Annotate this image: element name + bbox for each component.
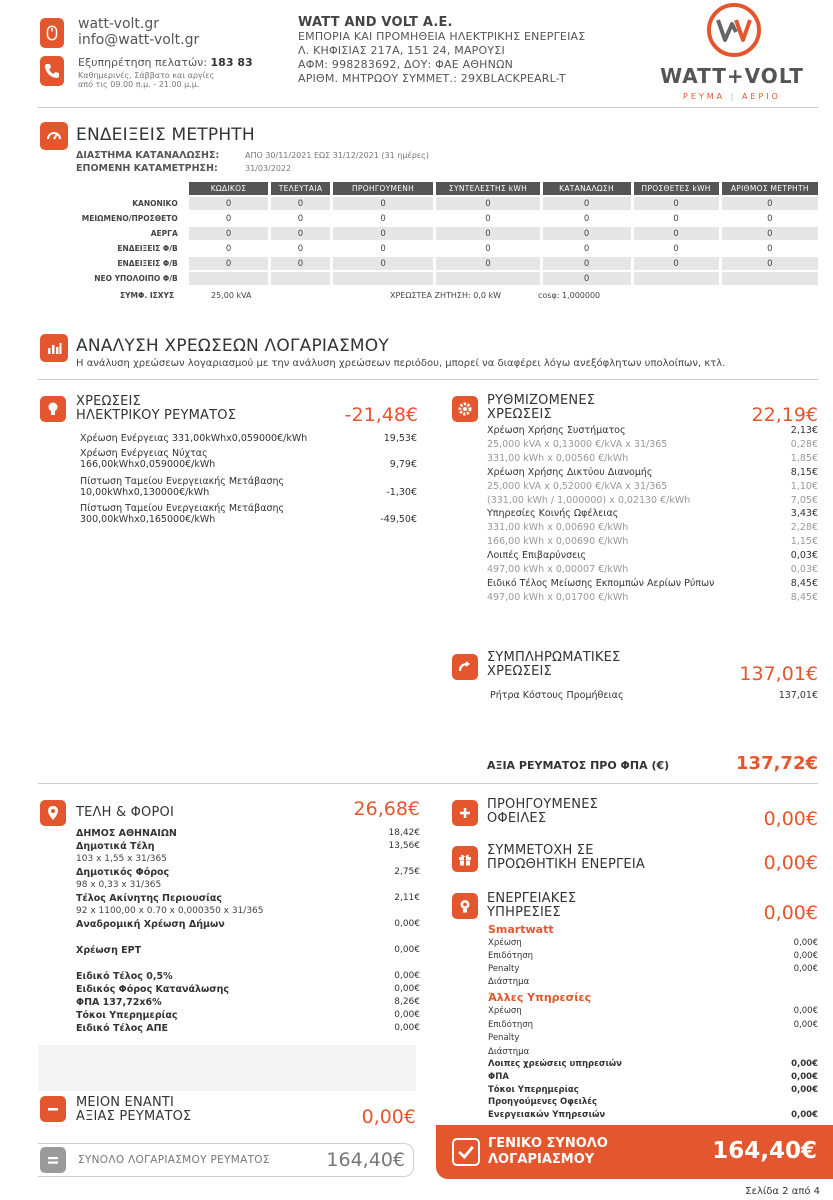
- taxes-total: 26,68€: [353, 798, 420, 820]
- contract-power-value: 25,00 kVA: [211, 291, 252, 300]
- gift-icon: [452, 846, 478, 872]
- table-row: [76, 242, 818, 255]
- electric-item-line: Πίστωση Ταμείου Ενεργειακής Μετάβασης: [80, 503, 285, 514]
- table-cell: 0: [189, 197, 269, 210]
- line-item-text: ΦΠΑ 137,72x6%: [76, 997, 162, 1008]
- table-cell: [333, 272, 434, 285]
- previous-debts-title-1: ΠΡΟΗΓΟΥΜΕΝΕΣ: [487, 797, 599, 812]
- line-item-amount: 0,00€: [793, 938, 818, 948]
- taxes-shaded-area: [38, 1045, 416, 1091]
- line-item-amount: 0,00€: [791, 1084, 818, 1095]
- line-item-amount: 0,00€: [793, 951, 818, 961]
- logo-sub-gas: ΑΕΡΙΟ: [741, 92, 781, 101]
- contract-power-label: ΣΥΜΦ. ΙΣΧΥΣ: [120, 291, 175, 300]
- table-cell: 0: [271, 257, 329, 270]
- line-item-text: (331,00 kWh / 1,000000) x 0,02130 €/kWh: [487, 494, 691, 506]
- line-item-amount: 7,05€: [790, 494, 818, 506]
- electric-item-line: 300,00kWhx0,165000€/kWh: [80, 514, 216, 525]
- supplementary-title-2: ΧΡΕΩΣΕΙΣ: [487, 664, 552, 679]
- less-value-amount: 0,00€: [361, 1106, 416, 1128]
- supplementary-total: 137,01€: [739, 663, 818, 685]
- line-item-amount: 0,00€: [394, 1010, 420, 1020]
- table-cell: 0: [271, 212, 329, 225]
- col-header: ΑΡΙΘΜΟΣ ΜΕΤΡΗΤΗ: [722, 182, 818, 195]
- line-item-text: ΦΠΑ: [488, 1071, 509, 1082]
- email-link[interactable]: info@watt-volt.gr: [78, 32, 200, 48]
- row-label: ΜΕΙΩΜΕΝΟ/ΠΡΟΣΘΕΤΟ: [76, 212, 186, 225]
- table-cell: [271, 272, 329, 285]
- line-item-amount: 1,15€: [790, 536, 818, 548]
- line-item-text: Χρέωση Χρήσης Συστήματος: [487, 425, 626, 436]
- line-item-amount: 8,45€: [790, 577, 818, 589]
- electric-item-amount: 9,79€: [389, 459, 417, 470]
- line-item-text: 331,00 kWh x 0,00690 €/kWh: [487, 522, 629, 534]
- grand-total-label-2: ΛΟΓΑΡΙΑΣΜΟΥ: [488, 1152, 595, 1167]
- electric-title-1: ΧΡΕΩΣΕΙΣ: [76, 394, 141, 409]
- supplementary-item: Ρήτρα Κόστους Προμήθειας: [490, 690, 624, 701]
- table-cell: 0: [634, 257, 719, 270]
- table-cell: 0: [189, 242, 269, 255]
- table-cell: 0: [436, 242, 539, 255]
- line-item-amount: 0,28€: [790, 438, 818, 450]
- account-total-box: [38, 1143, 414, 1177]
- line-item-text: Τόκοι Υπερημερίας: [488, 1084, 579, 1095]
- line-item-text: Penalty: [488, 1033, 520, 1043]
- table-cell: 0: [436, 212, 539, 225]
- analysis-title: ΑΝΑΛΥΣΗ ΧΡΕΩΣΕΩΝ ΛΟΓΑΡΙΑΣΜΟΥ: [76, 336, 389, 356]
- period-value: ΑΠΟ 30/11/2021 ΕΩΣ 31/12/2021 (31 ημέρες): [245, 151, 429, 160]
- redo-arrow-icon: [452, 654, 478, 680]
- line-item-text: Χρέωση: [488, 1006, 522, 1016]
- table-cell: 0: [634, 242, 719, 255]
- header-divider: [38, 107, 818, 108]
- electric-item-line: 10,00kWhx0,130000€/kWh: [80, 487, 210, 498]
- table-cell: 0: [722, 197, 818, 210]
- line-item-text: Επιδότηση: [488, 1019, 534, 1030]
- line-item-text: Αναδρομική Χρέωση Δήμων: [76, 919, 225, 930]
- electric-item-amount: 19,53€: [383, 433, 417, 444]
- grand-total-label-1: ΓΕΝΙΚΟ ΣΥΝΟΛΟ: [488, 1136, 608, 1151]
- table-row: [76, 227, 818, 240]
- line-item-text: 166,00 kWh x 0,00690 €/kWh: [487, 536, 629, 548]
- line-item-text: Τόκοι Υπερημερίας: [76, 1010, 178, 1021]
- bar-chart-icon: [40, 334, 68, 362]
- energy-services-amount: 0,00€: [763, 902, 818, 924]
- line-item-amount: 1,10€: [790, 480, 818, 492]
- service-phone[interactable]: 183 83: [210, 56, 253, 69]
- line-item-amount: 0,00€: [793, 1006, 818, 1016]
- line-item-amount: 0,00€: [394, 1023, 420, 1033]
- logo-sub-power: ΡΕΥΜΑ: [683, 92, 726, 101]
- col-header: ΠΡΟΗΓΟΥΜΕΝΗ: [333, 182, 434, 195]
- table-cell: [634, 272, 719, 285]
- next-reading-label: ΕΠΟΜΕΝΗ ΚΑΤΑΜΕΤΡΗΣΗ:: [76, 163, 218, 174]
- line-item-amount: 2,75€: [394, 867, 420, 877]
- row-label: ΑΕΡΓΑ: [76, 227, 186, 240]
- electric-item-line: Χρέωση Ενέργειας 331,00kWhx0,059000€/kWh: [80, 433, 308, 444]
- meter-header-row: [76, 182, 818, 195]
- company-name: WATT AND VOLT A.E.: [298, 15, 453, 30]
- line-item-text: 98 x 0,33 x 31/365: [76, 880, 162, 890]
- meter-table: [73, 180, 821, 287]
- company-logo: WATT+VOLT ΡΕΥΜΑ | ΑΕΡΙΟ: [646, 2, 818, 102]
- mid-divider: [38, 783, 818, 784]
- logo-text: WATT+VOLT: [660, 64, 804, 88]
- supplementary-title-1: ΣΥΜΠΛΗΡΩΜΑΤΙΚΕΣ: [487, 650, 621, 665]
- line-item-amount: 2,28€: [790, 522, 818, 534]
- table-cell: 0: [436, 257, 539, 270]
- energy-services-title-1: ΕΝΕΡΓΕΙΑΚΕΣ: [487, 891, 577, 906]
- table-cell: [189, 272, 269, 285]
- line-item-amount: 8,45€: [790, 591, 818, 603]
- line-item-text: Δημοτικά Τέλη: [76, 841, 155, 852]
- table-cell: 0: [634, 227, 719, 240]
- gear-icon: [452, 396, 478, 422]
- less-value-title-2: ΑΞΙΑΣ ΡΕΥΜΑΤΟΣ: [76, 1109, 192, 1124]
- regulated-title-1: ΡΥΘΜΙΖΟΜΕΝΕΣ: [487, 393, 596, 408]
- table-cell: 0: [189, 227, 269, 240]
- line-item-amount: 8,26€: [394, 997, 420, 1007]
- line-item-text: 497,00 kWh x 0,01700 €/kWh: [487, 591, 629, 603]
- analysis-subtitle: Η ανάλυση χρεώσεων λογαριασμού με την ανάλυση χρεώσεων περιόδου, μπορεί να διαφέρει λόγω ανεξόφλητων υπολοίπων, κτλ.: [76, 358, 726, 369]
- other-services-label: Άλλες Υπηρεσίες: [488, 991, 592, 1004]
- analysis-divider: [38, 379, 818, 380]
- taxes-title: ΤΕΛΗ & ΦΟΡΟΙ: [76, 805, 174, 820]
- line-item-amount: 8,15€: [790, 466, 818, 478]
- line-item-amount: 0,00€: [793, 964, 818, 974]
- checkmark-icon: [452, 1138, 480, 1166]
- billable-demand: ΧΡΕΩΣΤΕΑ ΖΗΤΗΣΗ: 0,0 kW: [390, 291, 501, 300]
- less-value-title-1: ΜΕΙΟΝ ΕΝΑΝΤΙ: [76, 1095, 175, 1110]
- table-cell: 0: [333, 227, 434, 240]
- table-row: [76, 197, 818, 210]
- table-cell: 0: [543, 257, 631, 270]
- line-item-text: Υπηρεσίες Κοινής Ωφέλειας: [487, 508, 619, 520]
- promo-energy-amount: 0,00€: [763, 852, 818, 874]
- col-header: ΤΕΛΕΥΤΑΙΑ: [271, 182, 329, 195]
- line-item-amount: 0,00€: [791, 1110, 818, 1121]
- line-item-text: Τέλος Ακίνητης Περιουσίας: [76, 893, 222, 904]
- table-row: [76, 212, 818, 225]
- promo-energy-title-1: ΣΥΜΜΕΤΟΧΗ ΣΕ: [487, 843, 594, 858]
- table-cell: 0: [189, 212, 269, 225]
- col-header: ΣΥΝΤΕΛΕΣΤΗΣ kWH: [436, 182, 539, 195]
- table-cell: 0: [634, 197, 719, 210]
- lightbulb-gear-icon: [452, 893, 478, 919]
- regulated-total: 22,19€: [751, 404, 818, 426]
- electric-item-amount: -1,30€: [386, 487, 417, 498]
- electric-item-line: Χρέωση Ενέργειας Νύχτας: [80, 448, 208, 459]
- row-label: ΕΝΔΕΙΞΕΙΣ Φ/Β: [76, 242, 186, 255]
- map-pin-icon: [40, 800, 66, 826]
- line-item-text: Penalty: [488, 964, 520, 974]
- table-cell: 0: [543, 212, 631, 225]
- row-label: ΝΕΟ ΥΠΟΛΟΙΠΟ Φ/Β: [76, 272, 186, 285]
- line-item-text: Λοιπες χρεώσεις υπηρεσιών: [488, 1059, 622, 1069]
- company-line3: ΑΦΜ: 998283692, ΔΟΥ: ΦΑΕ ΑΘΗΝΩΝ: [298, 58, 514, 71]
- line-item-text: 331,00 kWh x 0,00560 €/kWh: [487, 452, 629, 464]
- service-label: Εξυπηρέτηση πελατών:: [78, 56, 208, 69]
- cosphi: cosφ: 1,000000: [538, 291, 601, 300]
- line-item-text: Ειδικό Τέλος ΑΠΕ: [76, 1023, 169, 1034]
- grand-total-box: [436, 1125, 833, 1179]
- hours-line1: Καθημερινές, Σάββατο και αργίες: [78, 71, 215, 80]
- table-cell: 0: [189, 257, 269, 270]
- line-item-text: Διάστημα: [488, 977, 530, 987]
- col-header: ΚΑΤΑΝΑΛΩΣΗ: [543, 182, 631, 195]
- line-item-amount: 0,00€: [394, 919, 420, 929]
- table-cell: 0: [436, 197, 539, 210]
- line-item-text: Διάστημα: [488, 1046, 530, 1057]
- next-reading-value: 31/03/2022: [245, 164, 292, 173]
- company-line2: Λ. ΚΗΦΙΣΙΑΣ 217Α, 151 24, ΜΑΡΟΥΣΙ: [298, 44, 505, 57]
- table-cell: 0: [333, 212, 434, 225]
- line-item-text: Επιδότηση: [488, 951, 534, 961]
- line-item-amount: 0,00€: [791, 1071, 818, 1082]
- period-label: ΔΙΑΣΤΗΜΑ ΚΑΤΑΝΑΛΩΣΗΣ:: [76, 150, 220, 161]
- line-item-text: Ειδικό Τέλος 0,5%: [76, 971, 173, 982]
- table-row: [76, 272, 818, 285]
- company-line4: ΑΡΙΘΜ. ΜΗΤΡΩΟΥ ΣΥΜΜΕΤ.: 29XBLACKPEARL-T: [298, 72, 566, 85]
- line-item-text: 497,00 kWh x 0,00007 €/kWh: [487, 564, 629, 575]
- table-cell: 0: [722, 242, 818, 255]
- previous-debts-amount: 0,00€: [763, 808, 818, 830]
- line-item-amount: 2,11€: [394, 893, 420, 903]
- electric-item-line: Πίστωση Ταμείου Ενεργειακής Μετάβασης: [80, 476, 285, 487]
- table-cell: 0: [436, 227, 539, 240]
- line-item-text: Χρέωση: [488, 938, 522, 948]
- phone-icon: [40, 56, 64, 86]
- table-cell: 0: [634, 212, 719, 225]
- line-item-amount: 0,03€: [790, 564, 818, 575]
- line-item-amount: 13,56€: [388, 841, 420, 851]
- col-header: ΚΩΔΙΚΟΣ: [189, 182, 269, 195]
- table-cell: 0: [543, 272, 631, 285]
- account-total-amount: 164,40€: [326, 1149, 405, 1171]
- line-item-text: Χρέωση ΕΡΤ: [76, 945, 142, 956]
- line-item-amount: 3,43€: [790, 508, 818, 520]
- line-item-text: Προηγούμενες Οφειλές: [488, 1097, 598, 1108]
- line-item-amount: 0,00€: [394, 984, 420, 994]
- supplementary-item-amount: 137,01€: [778, 690, 818, 701]
- line-item-text: Λοιπές Επιβαρύνσεις: [487, 550, 587, 562]
- lightbulb-icon: [40, 396, 66, 422]
- line-item-text: 25,000 kVA x 0,52000 €/kVA x 31/365: [487, 480, 668, 492]
- table-cell: 0: [722, 227, 818, 240]
- row-label: ΕΝΔΕΙΞΕΙΣ Φ/Β: [76, 257, 186, 270]
- grand-total-amount: 164,40€: [712, 1138, 817, 1164]
- table-cell: 0: [543, 242, 631, 255]
- mouse-icon: [40, 18, 64, 48]
- line-item-text: 92 x 1100,00 x 0.70 x 0,000350 x 31/365: [76, 906, 264, 916]
- page-number: Σελίδα 2 από 4: [745, 1186, 820, 1197]
- line-item-text: 25,000 kVA x 0,13000 €/kVA x 31/365: [487, 438, 668, 450]
- regulated-title-2: ΧΡΕΩΣΕΙΣ: [487, 407, 552, 422]
- col-header: ΠΡΟΣΘΕΤΕΣ kWH: [634, 182, 719, 195]
- equals-icon: [40, 1147, 66, 1173]
- line-item-amount: 18,42€: [388, 828, 420, 838]
- gauge-icon: [40, 122, 68, 150]
- table-cell: 0: [271, 227, 329, 240]
- line-item-amount: 0,00€: [793, 1019, 818, 1030]
- electric-item-amount: -49,50€: [380, 514, 417, 525]
- company-line1: ΕΜΠΟΡΙΑ ΚΑΙ ΠΡΟΜΗΘΕΙΑ ΗΛΕΚΤΡΙΚΗΣ ΕΝΕΡΓΕΙΑΣ: [298, 30, 586, 43]
- line-item-amount: 2,13€: [790, 425, 818, 436]
- table-cell: 0: [722, 257, 818, 270]
- minus-icon: [40, 1096, 66, 1122]
- promo-energy-title-2: ΠΡΟΩΘΗΤΙΚΗ ΕΝΕΡΓΕΙΑ: [487, 857, 645, 872]
- line-item-amount: 0,00€: [791, 1059, 818, 1069]
- line-item-text: Ενεργειακών Υπηρεσιών: [488, 1110, 606, 1121]
- logo-mark-icon: [706, 2, 762, 58]
- value-pre-vat-amount: 137,72€: [736, 753, 818, 774]
- electric-title-2: ΗΛΕΚΤΡΙΚΟΥ ΡΕΥΜΑΤΟΣ: [76, 408, 237, 423]
- hours-line2: από τις 09.00 π.μ. - 21.00 μ.μ.: [78, 80, 200, 89]
- line-item-text: Ειδικός Φόρος Κατανάλωσης: [76, 984, 230, 995]
- table-cell: [722, 272, 818, 285]
- line-item-text: Δημοτικός Φόρος: [76, 867, 170, 878]
- line-item-text: Χρέωση Χρήσης Δικτύου Διανομής: [487, 466, 653, 478]
- electric-item-line: 166,00kWhx0,059000€/kWh: [80, 459, 216, 470]
- account-total-label: ΣΥΝΟΛΟ ΛΟΓΑΡΙΑΣΜΟΥ ΡΕΥΜΑΤΟΣ: [78, 1154, 270, 1166]
- website-link[interactable]: watt-volt.gr: [78, 16, 160, 32]
- line-item-text: ΔΗΜΟΣ ΑΘΗΝΑΙΩΝ: [76, 828, 177, 839]
- plus-icon: [452, 800, 478, 826]
- table-row: [76, 257, 818, 270]
- table-cell: 0: [271, 242, 329, 255]
- table-cell: [436, 272, 539, 285]
- table-cell: 0: [543, 197, 631, 210]
- table-cell: 0: [722, 212, 818, 225]
- energy-services-title-2: ΥΠΗΡΕΣΙΕΣ: [487, 905, 561, 920]
- table-cell: 0: [333, 257, 434, 270]
- row-label: ΚΑΝΟΝΙΚΟ: [76, 197, 186, 210]
- line-item-amount: 0,00€: [394, 971, 420, 981]
- line-item-amount: 1,85€: [790, 452, 818, 464]
- meter-title: ΕΝΔΕΙΞΕΙΣ ΜΕΤΡΗΤΗ: [76, 125, 255, 145]
- line-item-amount: 0,03€: [790, 550, 818, 562]
- line-item-amount: 0,00€: [394, 945, 420, 955]
- line-item-text: Ειδικό Τέλος Μείωσης Εκπομπών Αερίων Ρύπων: [487, 577, 715, 589]
- value-pre-vat-label: ΑΞΙΑ ΡΕΥΜΑΤΟΣ ΠΡΟ ΦΠΑ (€): [487, 759, 670, 772]
- table-cell: 0: [271, 197, 329, 210]
- line-item-text: 103 x 1,55 x 31/365: [76, 854, 167, 864]
- table-cell: 0: [543, 227, 631, 240]
- smartwatt-label: Smartwatt: [488, 923, 554, 936]
- table-cell: 0: [333, 242, 434, 255]
- table-cell: 0: [333, 197, 434, 210]
- previous-debts-title-2: ΟΦΕΙΛΕΣ: [487, 811, 547, 826]
- electric-total: -21,48€: [344, 404, 418, 426]
